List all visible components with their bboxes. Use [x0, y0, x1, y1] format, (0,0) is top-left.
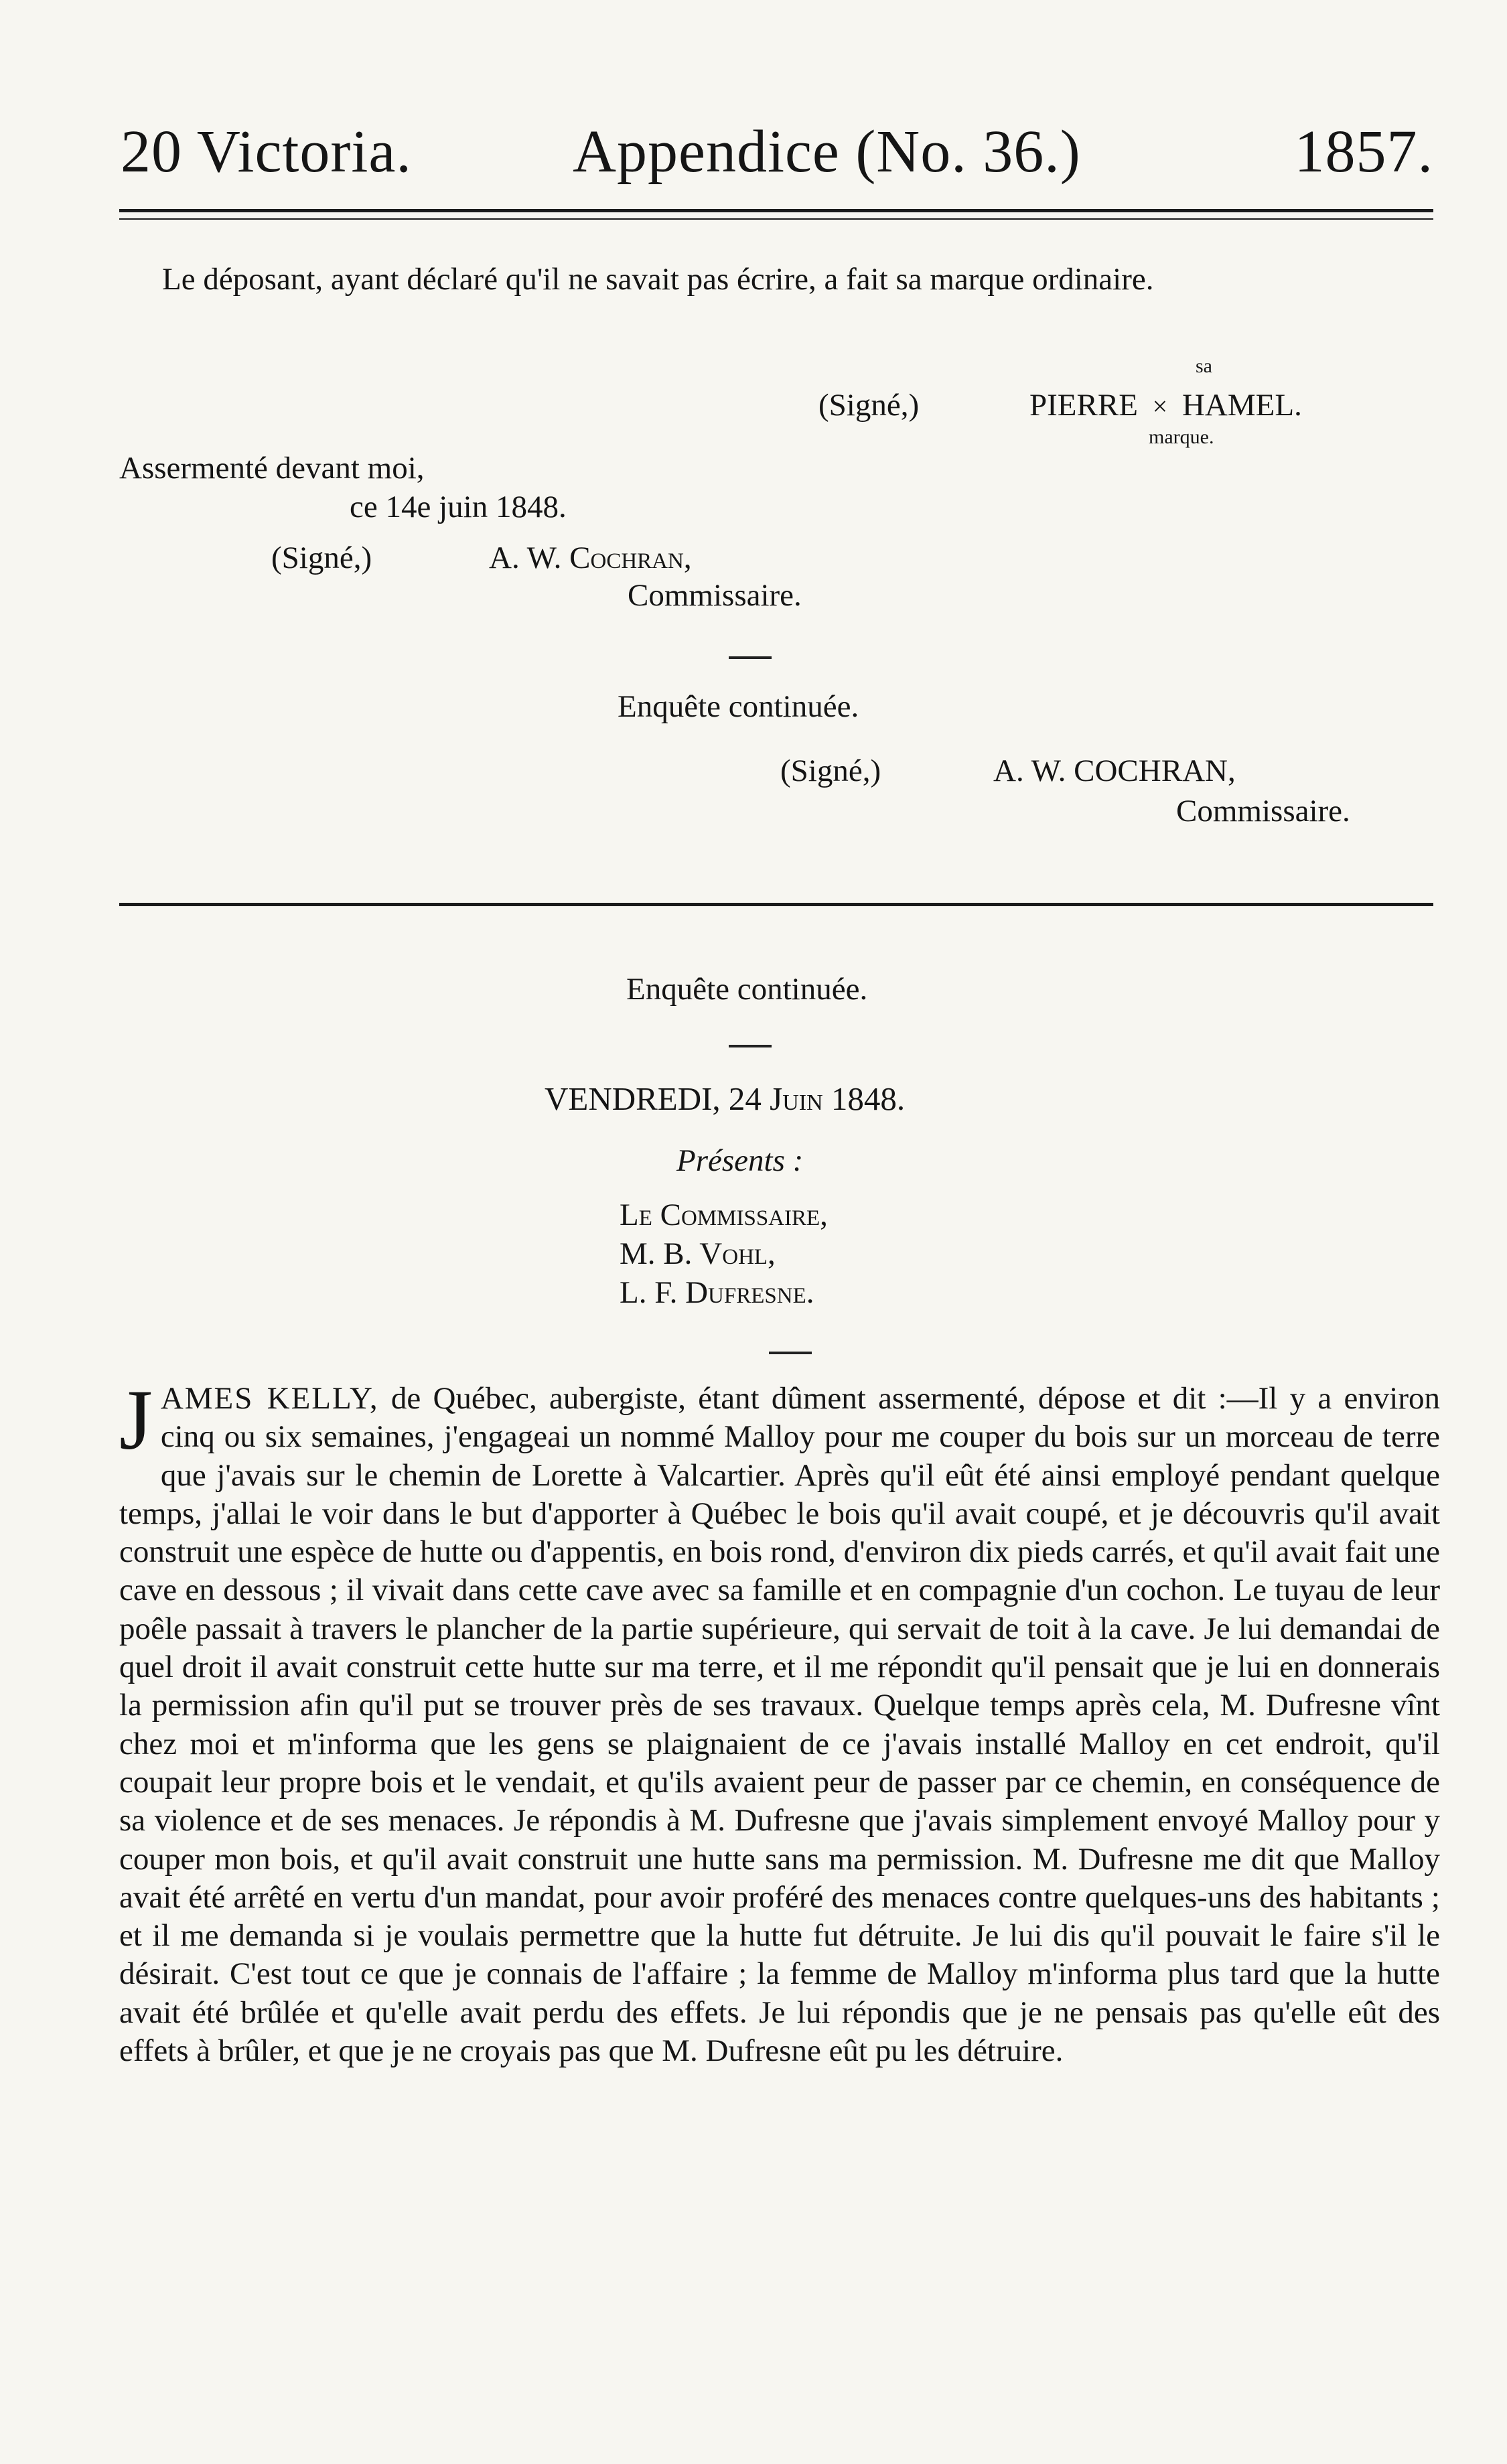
deponent-signature [1029, 387, 1302, 423]
header-year: 1857. [1294, 119, 1433, 185]
session-day-month: 24 Juin [728, 1080, 823, 1117]
present-dufresne: L. F. Dufresne. [620, 1275, 814, 1310]
testimony-text: de Québec, aubergiste, étant dûment assermenté, dépose et dit :—Il y a environ cinq ou six semaines, j'engageai un nommé Malloy pour me couper du bois sur un morceau de terre que j'avais sur le chemin de Lorette à Valcartier. Après qu'il eût été ainsi employé pendant quelque temps, j'allai le voir dans le but d'apporter à Québec le bois qu'il avait coupé, et je découvris qu'il avait construit une espèce de hutte ou d'appentis, en bois rond, d'environ dix pieds carrés, et qu'il avait fait une cave en dessous ; il vivait dans cette cave avec sa famille et en compagnie d'un cochon. Le tuyau de leur poêle passait à travers le plancher de la partie supérieure, qui servait de toit à la cave. Je lui demandai de quel droit il avait construit cette hutte sur ma terre, et il me répondit qu'il pensait que je lui en donnerais la permission afin qu'il put se trouver près de ses travaux. Quelque temps après cela, M. Dufresne vînt chez moi et m'informa que les gens se plaignaient de ce j'avais installé Malloy en cet endroit, qu'il coupait leur propre bois et le vendait, et qu'ils avaient peur de passer par ce chemin, en conséquence de sa violence et de ses menaces. Je répondis à M. Dufresne que j'avais simplement envoyé Malloy pour y couper mon bois, et qu'il avait construit une hutte sans ma permission. M. Dufresne me dit que Malloy avait été arrêté en vertu d'un mandat, pour avoir proféré des menaces contre quelques-uns des habitants ; et il me demanda si je voulais permettre que la hutte fut détruite. Je lui dis qu'il pouvait le faire s'il le désirait. C'est tout ce que je connais de l'affaire ; la femme de Malloy m'informa plus tard que la hutte avait été brûlée et qu'elle avait perdu des effets. Je lui répondis que je ne pensais pas qu'elle eût des effets à brûler, et que je ne croyais pas que M. Dufresne eût pu les détruire. [119, 1381, 1441, 2069]
session-day: VENDREDI, [545, 1080, 721, 1117]
running-header [121, 117, 1433, 184]
testimony-paragraph [119, 1372, 1441, 2070]
present-commissioner: Le Commissaire, [620, 1198, 828, 1232]
commissioner-title: Commissaire. [1176, 794, 1350, 828]
header-rule-thick [119, 209, 1433, 212]
drop-cap: J [119, 1372, 153, 1467]
signature-label: (Signé,) [780, 753, 881, 788]
signature-label: (Signé,) [818, 388, 920, 423]
mark-label-below: marque. [1149, 426, 1214, 448]
inquiry-continued: Enquête continuée. [618, 689, 859, 724]
header-appendix: Appendice (No. 36.) [573, 119, 1081, 185]
commissioner-name-caps: A. W. COCHRAN, [993, 753, 1236, 788]
separator-dash [729, 1045, 772, 1047]
section-rule [119, 903, 1433, 906]
sworn-date: ce 14e juin 1848. [350, 490, 567, 524]
header-rule-thin [119, 218, 1433, 220]
mark-symbol: × [1152, 391, 1168, 421]
separator-dash [729, 656, 772, 659]
deposition-statement: Le déposant, ayant déclaré qu'il ne savait pas écrire, a fait sa marque ordinaire. [162, 262, 1154, 297]
commissioner-title: Commissaire. [628, 578, 802, 613]
sworn-before: Assermenté devant moi, [119, 451, 425, 486]
deponent-first-name: PIERRE [1029, 388, 1138, 423]
inquiry-continued: Enquête continuée. [626, 972, 868, 1007]
separator-dash [769, 1352, 812, 1354]
mark-label-above: sa [1196, 355, 1212, 377]
deponent-last-name: HAMEL. [1181, 388, 1302, 423]
session-date [545, 1080, 905, 1118]
session-year: 1848. [831, 1080, 906, 1117]
signature-label: (Signé,) [271, 540, 372, 575]
witness-name: AMES KELLY, [160, 1381, 379, 1416]
presents-label: Présents : [676, 1143, 804, 1178]
header-session: 20 Victoria. [121, 119, 412, 185]
commissioner-name: A. W. Cochran, [489, 540, 692, 575]
present-vohl: M. B. Vohl, [620, 1236, 776, 1271]
